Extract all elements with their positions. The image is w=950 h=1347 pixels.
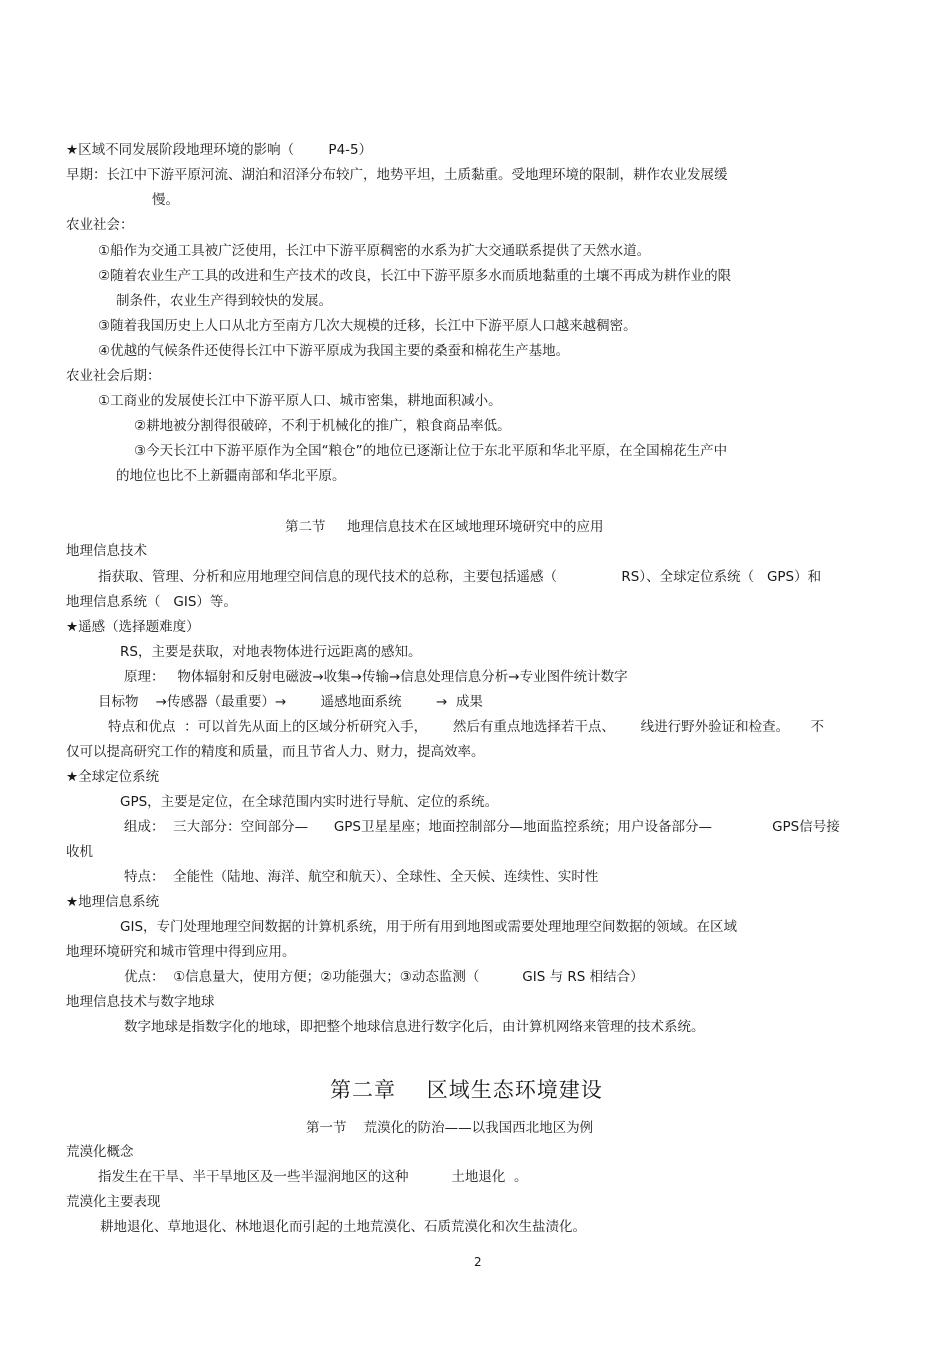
section-heading-regional-development: ★区域不同发展阶段地理环境的影响（ P4-5）: [66, 142, 373, 158]
paragraph-line: GIS，专门处理地理空间数据的计算机系统，用于所有用到地图或需要处理地理空间数据的领域。在区域: [120, 919, 738, 935]
subheading-desertification-concept: 荒漠化概念: [66, 1144, 134, 1160]
paragraph-line: 指发生在干旱、半干旱地区及一些半湿润地区的这种 土地退化 。: [98, 1169, 528, 1185]
paragraph-line: 指获取、管理、分析和应用地理空间信息的现代技术的总称，主要包括遥感（ RS）、全球定位系统（ GPS）和: [98, 569, 822, 585]
section-title-desertification: 第一节 荒漠化的防治——以我国西北地区为例: [306, 1120, 594, 1136]
subheading-agricultural-society: 农业社会：: [66, 217, 134, 233]
paragraph-line: 特点： 全能性（陆地、海洋、航空和航天）、全球性、全天候、连续性、实时性: [124, 869, 599, 885]
section-heading-remote-sensing: ★遥感（选择题难度）: [66, 619, 200, 635]
list-item: ②随着农业生产工具的改进和生产技术的改良，长江中下游平原多水而质地黏重的土壤不再成为耕作业的限: [98, 268, 732, 284]
paragraph-line: 原理： 物体辐射和反射电磁波→收集→传输→信息处理信息分析→专业图件统计数字: [124, 669, 628, 685]
paragraph-line: GPS，主要是定位，在全球范围内实时进行导航、定位的系统。: [120, 794, 499, 810]
paragraph-line: 收机: [66, 844, 93, 860]
list-item: ①船作为交通工具被广泛使用，长江中下游平原稠密的水系为扩大交通联系提供了天然水道。: [98, 243, 651, 259]
paragraph-line: 地理环境研究和城市管理中得到应用。: [66, 944, 296, 960]
subheading-desertification-manifestations: 荒漠化主要表现: [66, 1194, 161, 1210]
list-item: ②耕地被分割得很破碎，不利于机械化的推广，粮食商品率低。: [134, 418, 511, 434]
chapter-title: 第二章 区域生态环境建设: [330, 1078, 603, 1102]
paragraph-line: 组成： 三大部分：空间部分— GPS卫星星座；地面控制部分—地面监控系统；用户设备部分— GPS信号接: [124, 819, 840, 835]
paragraph-line: 地理信息系统（ GIS）等。: [66, 594, 237, 610]
paragraph-line: 早期：长江中下游平原河流、湖泊和沼泽分布较广，地势平坦，土质黏重。受地理环境的限制，耕作农业发展缓: [66, 167, 728, 183]
paragraph-line: 特点和优点 ：可以首先从面上的区域分析研究入手， 然后有重点地选择若干点、 线进行野外验证和检查。 不: [108, 719, 825, 735]
paragraph-line: 目标物 →传感器（最重要）→ 遥感地面系统 → 成果: [98, 694, 483, 710]
list-item: ③随着我国历史上人口从北方至南方几次大规模的迁移，长江中下游平原人口越来越稠密。: [98, 318, 637, 334]
list-item: ④优越的气候条件还使得长江中下游平原成为我国主要的桑蚕和棉花生产基地。: [98, 343, 570, 359]
subheading-geoinformation-technology: 地理信息技术: [66, 543, 147, 559]
list-item-continuation: 的地位也比不上新疆南部和华北平原。: [116, 468, 346, 484]
paragraph-line: 数字地球是指数字化的地球，即把整个地球信息进行数字化后，由计算机网络来管理的技术系统。: [124, 1019, 705, 1035]
paragraph-line: 耕地退化、草地退化、林地退化而引起的土地荒漠化、石质荒漠化和次生盐渍化。: [100, 1219, 586, 1235]
subheading-digital-earth: 地理信息技术与数字地球: [66, 994, 215, 1010]
section-title-geoinformation: 第二节 地理信息技术在区域地理环境研究中的应用: [285, 519, 604, 535]
section-heading-gis: ★地理信息系统: [66, 894, 160, 910]
list-item: ①工商业的发展使长江中下游平原人口、城市密集，耕地面积减小。: [98, 393, 502, 409]
subheading-late-agricultural-society: 农业社会后期：: [66, 368, 161, 384]
list-item: ③今天长江中下游平原作为全国“粮仓”的地位已逐渐让位于东北平原和华北平原，在全国棉花生产中: [134, 443, 728, 459]
paragraph-line: RS，主要是获取，对地表物体进行远距离的感知。: [120, 644, 422, 660]
list-item-continuation: 制条件，农业生产得到较快的发展。: [116, 293, 332, 309]
page-number: 2: [474, 1255, 482, 1269]
paragraph-line: 慢。: [152, 192, 179, 208]
paragraph-line: 优点： ①信息量大，使用方便；②功能强大；③动态监测（ GIS 与 RS 相结合）: [124, 969, 644, 985]
paragraph-line: 仅可以提高研究工作的精度和质量，而且节省人力、财力，提高效率。: [66, 744, 485, 760]
section-heading-gps: ★全球定位系统: [66, 769, 160, 785]
